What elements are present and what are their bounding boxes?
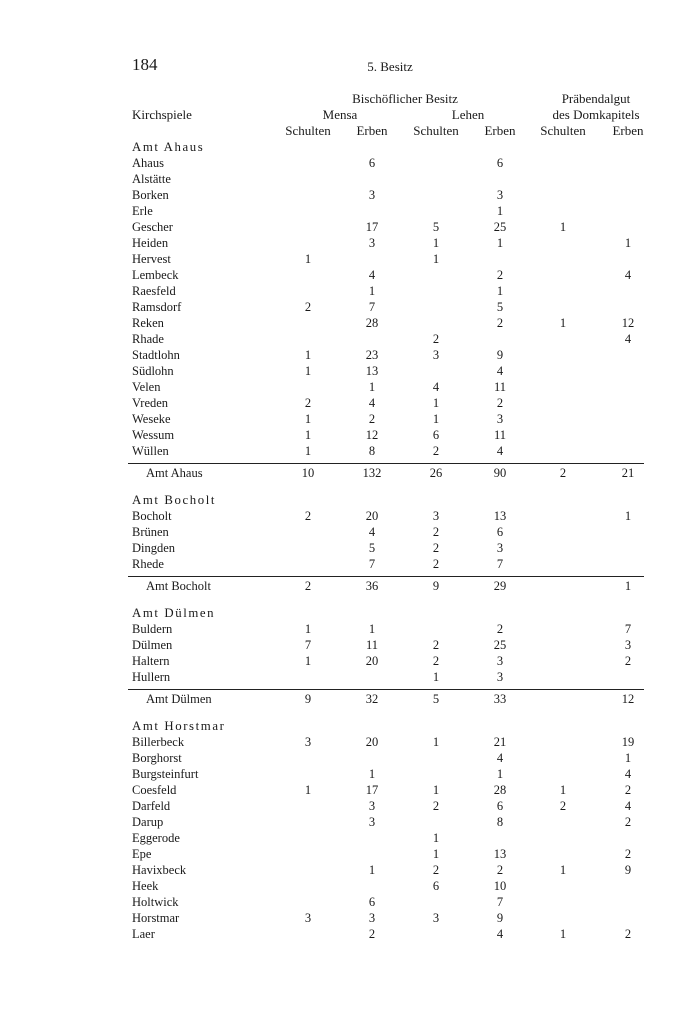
total-row	[0, 579, 700, 595]
kirchspiel-name: Laer	[132, 927, 155, 941]
column-header-praebendalgut: Präbendalgut	[561, 91, 631, 106]
cell-lehen-erben: 3	[496, 654, 504, 668]
cell-lehen-erben: 3	[496, 541, 504, 555]
cell-mensa-erben: 3	[368, 236, 376, 250]
cell-lehen-schulten: 2	[432, 863, 440, 877]
cell-praebendal-erben: 19	[621, 735, 635, 749]
cell-mensa-schulten: 1	[304, 348, 312, 362]
table-row	[0, 300, 700, 316]
cell-mensa-erben: 20	[365, 654, 379, 668]
cell-mensa-schulten: 1	[304, 654, 312, 668]
cell-praebendal-erben: 9	[624, 863, 632, 877]
cell-praebendal-schulten: 2	[559, 799, 567, 813]
cell-lehen-erben: 5	[496, 300, 504, 314]
kirchspiel-name: Hervest	[132, 252, 171, 266]
total-lehen-erben: 33	[493, 692, 507, 706]
column-header-kirchspiele: Kirchspiele	[132, 107, 192, 122]
kirchspiel-name: Burgsteinfurt	[132, 767, 199, 781]
cell-lehen-schulten: 1	[432, 236, 440, 250]
table-row	[0, 735, 700, 751]
table-row	[0, 188, 700, 204]
page-number: 184	[132, 55, 158, 74]
kirchspiel-name: Hullern	[132, 670, 171, 684]
section-title-text: Amt Dülmen	[132, 606, 216, 620]
cell-mensa-erben: 11	[365, 638, 379, 652]
cell-lehen-schulten: 2	[432, 525, 440, 539]
cell-praebendal-erben: 1	[624, 751, 632, 765]
kirchspiel-name: Horstmar	[132, 911, 180, 925]
cell-lehen-erben: 2	[496, 622, 504, 636]
cell-lehen-schulten: 6	[432, 879, 440, 893]
total-mensa-erben: 32	[365, 692, 379, 706]
kirchspiel-name: Coesfeld	[132, 783, 177, 797]
cell-mensa-erben: 4	[368, 525, 376, 539]
table-row	[0, 204, 700, 220]
cell-lehen-erben: 11	[493, 428, 507, 442]
table-row	[0, 541, 700, 557]
total-label: Amt Bocholt	[146, 579, 211, 593]
kirchspiel-name: Havixbeck	[132, 863, 187, 877]
cell-mensa-schulten: 1	[304, 252, 312, 266]
cell-lehen-schulten: 1	[432, 831, 440, 845]
cell-lehen-erben: 21	[493, 735, 507, 749]
cell-lehen-schulten: 4	[432, 380, 440, 394]
kirchspiel-name: Dülmen	[132, 638, 173, 652]
cell-lehen-erben: 3	[496, 412, 504, 426]
cell-praebendal-schulten: 1	[559, 863, 567, 877]
cell-lehen-schulten: 3	[432, 348, 440, 362]
table-row	[0, 847, 700, 863]
cell-lehen-erben: 2	[496, 396, 504, 410]
kirchspiel-name: Reken	[132, 316, 164, 330]
cell-lehen-schulten: 1	[432, 412, 440, 426]
total-divider	[128, 576, 644, 577]
kirchspiel-name: Heiden	[132, 236, 169, 250]
cell-lehen-erben: 1	[496, 284, 504, 298]
kirchspiel-name: Brünen	[132, 525, 169, 539]
cell-mensa-erben: 7	[368, 300, 376, 314]
cell-lehen-erben: 9	[496, 348, 504, 362]
table-row	[0, 444, 700, 460]
running-head: 5. Besitz	[367, 59, 413, 74]
table-row	[0, 332, 700, 348]
table-row	[0, 815, 700, 831]
cell-mensa-erben: 4	[368, 396, 376, 410]
cell-lehen-schulten: 3	[432, 911, 440, 925]
cell-lehen-schulten: 1	[432, 396, 440, 410]
cell-praebendal-erben: 3	[624, 638, 632, 652]
column-header-praebendal-schulten: Schulten	[540, 123, 586, 138]
column-header-mensa-erben: Erben	[356, 123, 388, 138]
total-mensa-erben: 132	[362, 466, 382, 480]
cell-lehen-erben: 4	[496, 444, 504, 458]
cell-mensa-schulten: 3	[304, 911, 312, 925]
kirchspiel-name: Lembeck	[132, 268, 179, 282]
cell-lehen-erben: 7	[496, 895, 504, 909]
cell-lehen-erben: 25	[493, 638, 507, 652]
kirchspiel-name: Haltern	[132, 654, 170, 668]
cell-lehen-erben: 28	[493, 783, 507, 797]
kirchspiel-name: Ahaus	[132, 156, 164, 170]
kirchspiel-name: Wüllen	[132, 444, 169, 458]
kirchspiel-name: Dingden	[132, 541, 176, 555]
total-mensa-erben: 36	[365, 579, 379, 593]
cell-mensa-erben: 2	[368, 927, 376, 941]
cell-lehen-erben: 13	[493, 509, 507, 523]
cell-lehen-erben: 1	[496, 236, 504, 250]
cell-mensa-erben: 8	[368, 444, 376, 458]
cell-praebendal-schulten: 1	[559, 220, 567, 234]
total-lehen-schulten: 26	[429, 466, 443, 480]
cell-praebendal-erben: 12	[621, 316, 635, 330]
cell-mensa-erben: 1	[368, 863, 376, 877]
column-header-lehen-schulten: Schulten	[413, 123, 459, 138]
cell-mensa-erben: 4	[368, 268, 376, 282]
table-row	[0, 509, 700, 525]
cell-lehen-erben: 3	[496, 670, 504, 684]
kirchspiel-name: Velen	[132, 380, 161, 394]
cell-lehen-schulten: 5	[432, 220, 440, 234]
table-row	[0, 156, 700, 172]
cell-lehen-erben: 3	[496, 188, 504, 202]
table-row	[0, 348, 700, 364]
cell-lehen-erben: 2	[496, 316, 504, 330]
cell-mensa-erben: 20	[365, 509, 379, 523]
kirchspiel-name: Südlohn	[132, 364, 174, 378]
cell-mensa-schulten: 3	[304, 735, 312, 749]
cell-praebendal-erben: 4	[624, 767, 632, 781]
kirchspiel-name: Rhade	[132, 332, 164, 346]
kirchspiel-name: Vreden	[132, 396, 169, 410]
cell-lehen-schulten: 3	[432, 509, 440, 523]
cell-lehen-erben: 4	[496, 364, 504, 378]
total-praebendal-erben: 21	[621, 466, 635, 480]
cell-mensa-erben: 17	[365, 783, 379, 797]
kirchspiel-name: Gescher	[132, 220, 173, 234]
cell-praebendal-erben: 2	[624, 927, 632, 941]
section-title-text: Amt Horstmar	[132, 719, 226, 733]
table-row	[0, 525, 700, 541]
cell-mensa-schulten: 1	[304, 364, 312, 378]
cell-lehen-schulten: 2	[432, 444, 440, 458]
cell-mensa-erben: 3	[368, 799, 376, 813]
cell-praebendal-erben: 2	[624, 783, 632, 797]
total-lehen-schulten: 9	[432, 579, 440, 593]
cell-lehen-erben: 11	[493, 380, 507, 394]
cell-mensa-erben: 3	[368, 188, 376, 202]
cell-lehen-schulten: 1	[432, 783, 440, 797]
total-row	[0, 692, 700, 708]
cell-mensa-erben: 5	[368, 541, 376, 555]
cell-praebendal-erben: 1	[624, 509, 632, 523]
kirchspiel-name: Billerbeck	[132, 735, 185, 749]
kirchspiel-name: Holtwick	[132, 895, 179, 909]
table-row	[0, 638, 700, 654]
cell-praebendal-erben: 1	[624, 236, 632, 250]
table-row	[0, 767, 700, 783]
table-row	[0, 895, 700, 911]
kirchspiel-name: Buldern	[132, 622, 173, 636]
kirchspiel-name: Eggerode	[132, 831, 180, 845]
cell-praebendal-erben: 4	[624, 799, 632, 813]
table-row	[0, 268, 700, 284]
cell-praebendal-schulten: 1	[559, 316, 567, 330]
cell-lehen-erben: 6	[496, 799, 504, 813]
table-row	[0, 879, 700, 895]
cell-mensa-schulten: 1	[304, 428, 312, 442]
total-praebendal-erben: 12	[621, 692, 635, 706]
cell-lehen-erben: 2	[496, 863, 504, 877]
table-row	[0, 316, 700, 332]
cell-lehen-erben: 2	[496, 268, 504, 282]
cell-mensa-erben: 1	[368, 622, 376, 636]
table-row	[0, 831, 700, 847]
cell-praebendal-erben: 4	[624, 332, 632, 346]
table-row	[0, 557, 700, 573]
cell-lehen-schulten: 2	[432, 332, 440, 346]
cell-lehen-schulten: 2	[432, 557, 440, 571]
table-row	[0, 380, 700, 396]
cell-lehen-erben: 25	[493, 220, 507, 234]
cell-lehen-erben: 4	[496, 927, 504, 941]
column-header-lehen: Lehen	[451, 107, 485, 122]
cell-lehen-erben: 1	[496, 767, 504, 781]
cell-praebendal-erben: 2	[624, 654, 632, 668]
table-row	[0, 220, 700, 236]
section-title	[0, 606, 700, 622]
kirchspiel-name: Ramsdorf	[132, 300, 182, 314]
total-mensa-schulten: 2	[304, 579, 312, 593]
table-row	[0, 428, 700, 444]
total-lehen-erben: 29	[493, 579, 507, 593]
total-divider	[128, 463, 644, 464]
cell-mensa-erben: 1	[368, 284, 376, 298]
cell-praebendal-erben: 2	[624, 815, 632, 829]
cell-mensa-erben: 12	[365, 428, 379, 442]
kirchspiel-name: Borghorst	[132, 751, 182, 765]
cell-praebendal-erben: 2	[624, 847, 632, 861]
table-row	[0, 654, 700, 670]
cell-lehen-schulten: 1	[432, 847, 440, 861]
kirchspiel-name: Darup	[132, 815, 164, 829]
cell-lehen-erben: 1	[496, 204, 504, 218]
cell-mensa-erben: 1	[368, 380, 376, 394]
cell-lehen-erben: 8	[496, 815, 504, 829]
cell-mensa-erben: 23	[365, 348, 379, 362]
section-title	[0, 140, 700, 156]
cell-mensa-erben: 6	[368, 156, 376, 170]
cell-mensa-schulten: 1	[304, 622, 312, 636]
table-row	[0, 670, 700, 686]
table-row	[0, 863, 700, 879]
table-row	[0, 622, 700, 638]
table-row	[0, 252, 700, 268]
total-mensa-schulten: 9	[304, 692, 312, 706]
table-row	[0, 799, 700, 815]
cell-lehen-schulten: 1	[432, 735, 440, 749]
kirchspiel-name: Borken	[132, 188, 169, 202]
cell-lehen-schulten: 1	[432, 670, 440, 684]
cell-mensa-erben: 3	[368, 911, 376, 925]
cell-lehen-schulten: 2	[432, 799, 440, 813]
cell-lehen-erben: 6	[496, 156, 504, 170]
kirchspiel-name: Stadtlohn	[132, 348, 180, 362]
cell-mensa-schulten: 1	[304, 783, 312, 797]
cell-mensa-schulten: 7	[304, 638, 312, 652]
table-row	[0, 911, 700, 927]
kirchspiel-name: Rhede	[132, 557, 164, 571]
cell-praebendal-erben: 4	[624, 268, 632, 282]
table-row	[0, 284, 700, 300]
cell-mensa-erben: 17	[365, 220, 379, 234]
section-title	[0, 493, 700, 509]
cell-lehen-erben: 7	[496, 557, 504, 571]
cell-mensa-erben: 6	[368, 895, 376, 909]
table-row	[0, 783, 700, 799]
column-header-des-domkapitels: des Domkapitels	[552, 107, 640, 122]
total-praebendal-erben: 1	[624, 579, 632, 593]
cell-praebendal-erben: 7	[624, 622, 632, 636]
column-header-praebendal-erben: Erben	[612, 123, 644, 138]
total-divider	[128, 689, 644, 690]
total-label: Amt Ahaus	[146, 466, 203, 480]
cell-lehen-schulten: 2	[432, 654, 440, 668]
cell-mensa-erben: 2	[368, 412, 376, 426]
cell-mensa-schulten: 2	[304, 300, 312, 314]
kirchspiel-name: Epe	[132, 847, 152, 861]
cell-lehen-schulten: 2	[432, 638, 440, 652]
cell-mensa-erben: 1	[368, 767, 376, 781]
kirchspiel-name: Raesfeld	[132, 284, 176, 298]
cell-lehen-erben: 9	[496, 911, 504, 925]
table-row	[0, 412, 700, 428]
cell-mensa-schulten: 2	[304, 509, 312, 523]
column-header-mensa: Mensa	[322, 107, 358, 122]
table-row	[0, 364, 700, 380]
cell-mensa-erben: 28	[365, 316, 379, 330]
cell-mensa-erben: 7	[368, 557, 376, 571]
total-praebendal-schulten: 2	[559, 466, 567, 480]
cell-praebendal-schulten: 1	[559, 783, 567, 797]
kirchspiel-name: Bocholt	[132, 509, 172, 523]
cell-lehen-erben: 4	[496, 751, 504, 765]
section-title	[0, 719, 700, 735]
total-row	[0, 466, 700, 482]
total-lehen-erben: 90	[493, 466, 507, 480]
section-title-text: Amt Ahaus	[132, 140, 205, 154]
kirchspiel-name: Wessum	[132, 428, 175, 442]
total-mensa-schulten: 10	[301, 466, 315, 480]
column-header-lehen-erben: Erben	[484, 123, 516, 138]
cell-lehen-schulten: 1	[432, 252, 440, 266]
kirchspiel-name: Weseke	[132, 412, 171, 426]
total-label: Amt Dülmen	[146, 692, 212, 706]
table-row	[0, 751, 700, 767]
section-title-text: Amt Bocholt	[132, 493, 217, 507]
table-row	[0, 236, 700, 252]
kirchspiel-name: Darfeld	[132, 799, 171, 813]
kirchspiel-name: Erle	[132, 204, 153, 218]
cell-mensa-schulten: 2	[304, 396, 312, 410]
cell-mensa-schulten: 1	[304, 412, 312, 426]
kirchspiel-name: Heek	[132, 879, 159, 893]
cell-lehen-schulten: 2	[432, 541, 440, 555]
column-header-bischoeflicher-besitz: Bischöflicher Besitz	[352, 91, 458, 106]
cell-mensa-erben: 20	[365, 735, 379, 749]
table-row	[0, 172, 700, 188]
table-row	[0, 927, 700, 943]
cell-mensa-erben: 13	[365, 364, 379, 378]
cell-lehen-erben: 10	[493, 879, 507, 893]
cell-mensa-erben: 3	[368, 815, 376, 829]
table-row	[0, 396, 700, 412]
cell-lehen-erben: 13	[493, 847, 507, 861]
total-lehen-schulten: 5	[432, 692, 440, 706]
cell-lehen-erben: 6	[496, 525, 504, 539]
kirchspiel-name: Alstätte	[132, 172, 171, 186]
cell-praebendal-schulten: 1	[559, 927, 567, 941]
cell-mensa-schulten: 1	[304, 444, 312, 458]
column-header-mensa-schulten: Schulten	[285, 123, 331, 138]
cell-lehen-schulten: 6	[432, 428, 440, 442]
